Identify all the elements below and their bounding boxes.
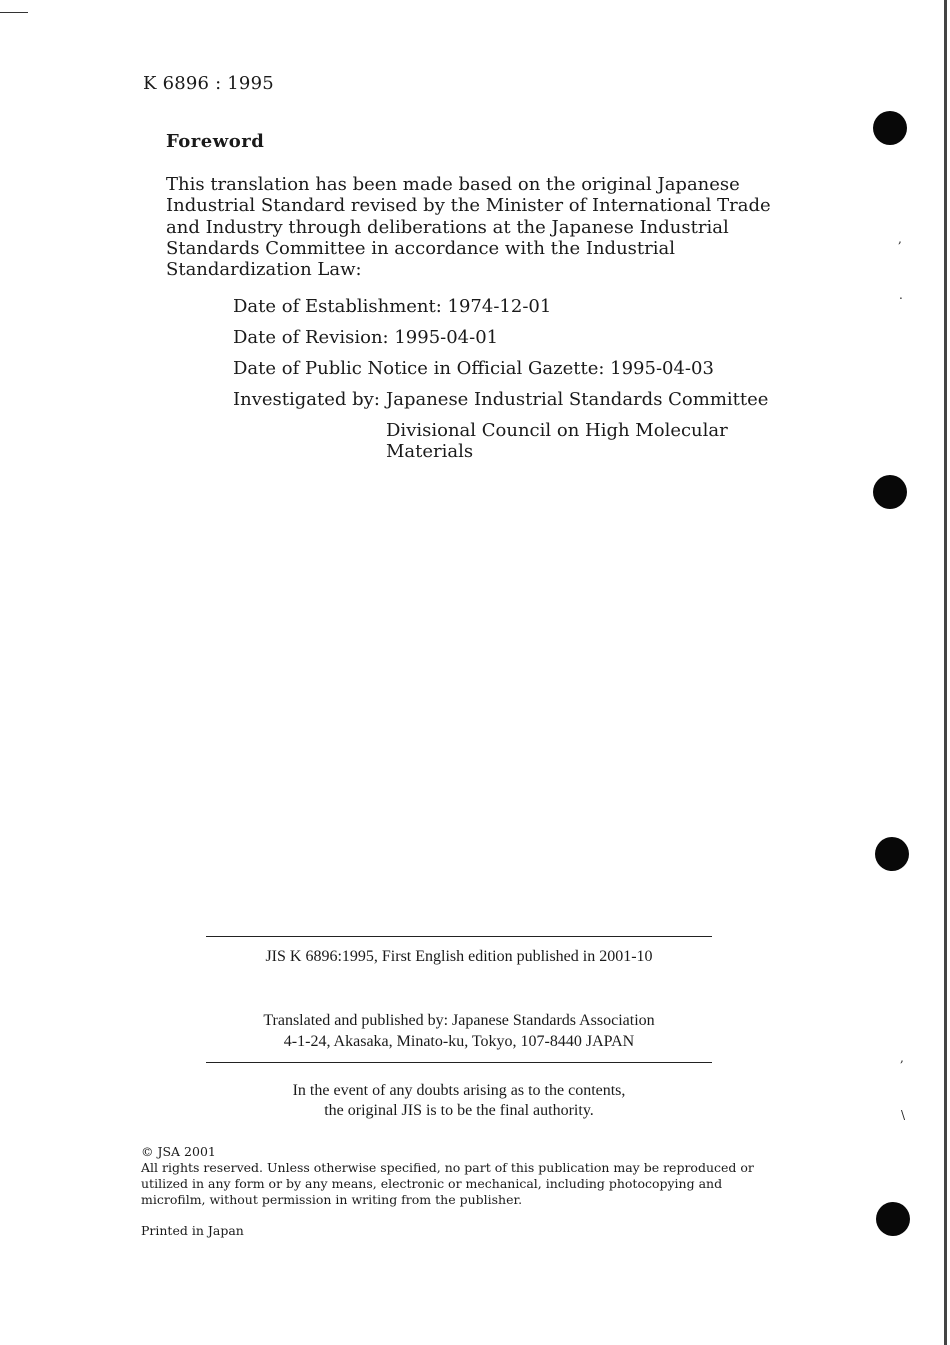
publisher-line-1: Translated and published by: Japanese Standards Association	[263, 1012, 655, 1029]
foreword-paragraph: This translation has been made based on the original Japanese Industrial Standard revised by the Minister of International Trade and Industry through deliberations at the Japanese Industrial Standards Committee in accordance with the Industrial Standardization Law:	[166, 174, 771, 281]
punch-hole-1	[873, 111, 907, 145]
bottom-divider	[206, 1062, 712, 1063]
scan-speck: .	[899, 288, 903, 302]
investigated-by-committee: Japanese Industrial Standards Committee	[386, 389, 769, 410]
copyright-mark: © JSA 2001	[141, 1144, 216, 1159]
doubts-line-2: the original JIS is to be the final authority.	[324, 1102, 594, 1119]
printed-in: Printed in Japan	[141, 1223, 244, 1238]
date-of-establishment: Date of Establishment: 1974-12-01	[233, 296, 552, 317]
publisher-address: 4-1-24, Akasaka, Minato-ku, Tokyo, 107-8440 JAPAN	[283, 1033, 635, 1050]
scan-speck: \	[901, 1108, 906, 1122]
publisher-block	[206, 1010, 712, 1052]
doubts-line-1: In the event of any doubts arising as to the contents,	[292, 1082, 626, 1099]
scan-edge-mark	[0, 12, 28, 13]
date-of-revision: Date of Revision: 1995-04-01	[233, 327, 499, 348]
top-divider	[206, 936, 712, 937]
punch-hole-4	[876, 1202, 910, 1236]
punch-hole-3	[875, 837, 909, 871]
scan-right-edge	[944, 0, 947, 1345]
investigated-by-council: Divisional Council on High Molecular Materials	[386, 420, 728, 462]
doubts-notice	[206, 1081, 712, 1121]
rights-statement: All rights reserved. Unless otherwise specified, no part of this publication may be reproduced or utilized in any form or by any means, electronic or mechanical, including photocopying and microfilm, without permission in writing from the publisher.	[141, 1160, 754, 1207]
scan-speck: ,	[898, 232, 902, 246]
edition-line: JIS K 6896:1995, First English edition published in 2001-10	[265, 948, 653, 965]
investigated-by-label: Investigated by:	[233, 389, 380, 410]
document-code-header: K 6896 : 1995	[143, 73, 274, 94]
copyright-block	[141, 1144, 781, 1208]
foreword-heading: Foreword	[166, 131, 265, 152]
scan-speck: ,	[900, 1051, 904, 1065]
punch-hole-2	[873, 475, 907, 509]
date-of-public-notice: Date of Public Notice in Official Gazette: 1995-04-03	[233, 358, 714, 379]
